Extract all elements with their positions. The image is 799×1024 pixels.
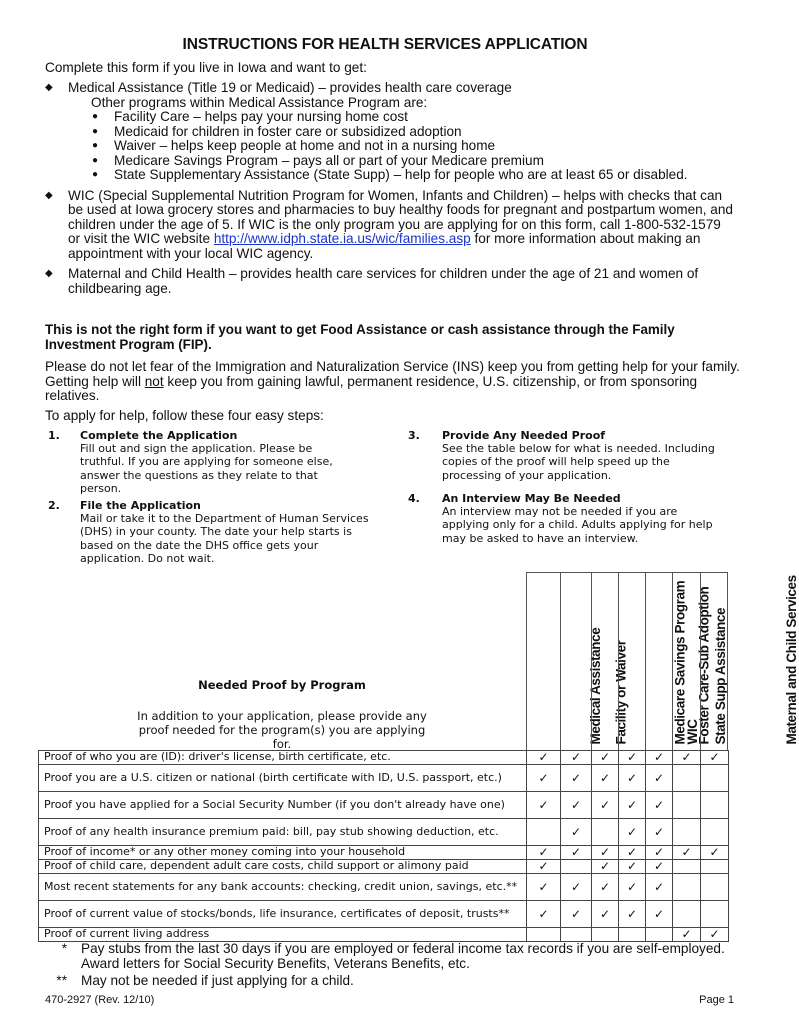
step-heading: Complete the Application xyxy=(80,429,238,442)
step-number: 3. xyxy=(408,429,420,442)
footnote-mark: * xyxy=(61,941,67,956)
check-cell-medicare-savings xyxy=(592,792,619,819)
column-header-label: Medicare Savings Program xyxy=(672,580,688,744)
checkmark-icon: ✓ xyxy=(681,845,692,860)
check-cell-state-supp xyxy=(646,901,673,928)
check-cell-medical-assistance xyxy=(527,819,561,846)
check-cell-wic xyxy=(673,819,701,846)
check-cell-wic xyxy=(673,792,701,819)
dot-bullet-icon: ● xyxy=(92,140,99,151)
column-header-medical-assistance xyxy=(526,572,603,750)
check-cell-medical-assistance xyxy=(527,901,561,928)
proof-description: Proof of child care, dependent adult care costs, child support or alimony paid xyxy=(39,860,527,874)
table-row xyxy=(39,860,729,874)
program-label: WIC (Special Supplemental Nutrition Program for Women, Infants and Children) – helps with checks that can be used at Iowa grocery stores and pharmacies to buy healthy foods for pregnant and postpartum women, and children under the age of 5. If WIC is the only program you are applying for on this form, call 1-800-532-1579 or visit the WIC website xyxy=(68,187,733,246)
check-cell-maternal-child xyxy=(701,819,729,846)
check-cell-facility-or-waiver xyxy=(561,874,592,901)
checkmark-icon: ✓ xyxy=(599,906,611,921)
checkmark-icon: ✓ xyxy=(681,927,692,942)
program-label: Medical Assistance (Title 19 or Medicaid) – provides health care coverage xyxy=(68,80,512,95)
check-cell-foster-care-sub-adoption xyxy=(619,860,646,874)
check-cell-medicare-savings xyxy=(592,819,619,846)
checkmark-icon: ✓ xyxy=(538,859,549,874)
check-cell-facility-or-waiver xyxy=(561,860,592,874)
not-right-form-warning: This is not the right form if you want to get Food Assistance or cash assistance through the Family Investment Program (FIP). xyxy=(45,322,675,352)
checkmark-icon: ✓ xyxy=(653,797,665,812)
check-cell-maternal-child xyxy=(701,901,729,928)
checkmark-icon: ✓ xyxy=(570,824,582,839)
program-wic xyxy=(45,189,735,262)
table-row xyxy=(39,792,729,819)
check-cell-foster-care-sub-adoption xyxy=(619,792,646,819)
sub-programs-intro: Other programs within Medical Assistance Program are: xyxy=(91,94,428,110)
sub-program-list xyxy=(68,110,735,183)
check-cell-medical-assistance xyxy=(527,751,561,765)
table-subtitle: In addition to your application, please provide any proof needed for the program(s) you are applying for. xyxy=(137,709,427,751)
checkmark-icon: ✓ xyxy=(599,750,611,765)
step-number: 4. xyxy=(408,492,420,505)
check-cell-maternal-child xyxy=(701,765,729,792)
check-cell-medicare-savings xyxy=(592,901,619,928)
sub-program-item xyxy=(92,125,735,140)
checkmark-icon: ✓ xyxy=(653,906,665,921)
column-header-label: Maternal and Child Services xyxy=(784,574,799,744)
diamond-bullet-icon: ◆ xyxy=(45,268,53,279)
check-cell-medical-assistance xyxy=(527,846,561,860)
check-cell-maternal-child xyxy=(701,751,729,765)
sub-program-label: Medicare Savings Program – pays all or part of your Medicare premium xyxy=(114,152,544,168)
check-cell-wic xyxy=(673,901,701,928)
check-cell-medicare-savings xyxy=(592,874,619,901)
program-maternal-child-health xyxy=(45,267,735,296)
proof-description: Proof of current value of stocks/bonds, life insurance, certificates of deposit, trusts** xyxy=(39,901,527,928)
check-cell-wic xyxy=(673,860,701,874)
table-header-left xyxy=(38,572,526,750)
check-cell-medicare-savings xyxy=(592,765,619,792)
dot-bullet-icon: ● xyxy=(92,154,99,166)
step-body: Mail or take it to the Department of Human Services (DHS) in your county. The date your help starts is based on the date the DHS office gets your application. Do not wait. xyxy=(80,512,369,565)
check-cell-wic xyxy=(673,751,701,765)
check-cell-state-supp xyxy=(646,751,673,765)
program-medical-assistance xyxy=(45,81,735,183)
checkmark-icon: ✓ xyxy=(626,770,638,785)
checkmark-icon: ✓ xyxy=(599,859,611,874)
sub-program-item xyxy=(92,110,735,125)
wic-website-link[interactable]: http://www.idph.state.ia.us/wic/families.asp xyxy=(213,231,471,246)
checkmark-icon: ✓ xyxy=(570,845,582,860)
checkmark-icon: ✓ xyxy=(626,859,638,874)
step-body: See the table below for what is needed. Including copies of the proof will help speed up the processing of your application. xyxy=(442,442,715,482)
checkmark-icon: ✓ xyxy=(626,824,638,839)
check-cell-wic xyxy=(673,846,701,860)
checkmark-icon: ✓ xyxy=(653,845,665,860)
footnote-text: Pay stubs from the last 30 days if you are employed or federal income tax records if you are self-employed. Award letters for Social Security Benefits, Veterans Benefits, etc. xyxy=(81,941,725,971)
checkmark-icon: ✓ xyxy=(599,770,611,785)
diamond-bullet-icon: ◆ xyxy=(45,189,53,201)
checkmark-icon: ✓ xyxy=(538,879,549,894)
check-cell-state-supp xyxy=(646,765,673,792)
proof-description: Proof of current living address xyxy=(39,928,527,942)
check-cell-wic xyxy=(673,874,701,901)
checkmark-icon: ✓ xyxy=(626,845,638,860)
check-cell-maternal-child xyxy=(701,792,729,819)
check-cell-foster-care-sub-adoption xyxy=(619,846,646,860)
proof-description: Proof you have applied for a Social Security Number (if you don't already have one) xyxy=(39,792,527,819)
table-row xyxy=(39,751,729,765)
column-header-label: Medical Assistance xyxy=(587,627,603,744)
checkmark-icon: ✓ xyxy=(570,879,582,894)
checkmark-icon: ✓ xyxy=(626,906,638,921)
table-row xyxy=(39,928,729,942)
check-cell-medical-assistance xyxy=(527,928,561,942)
checkmark-icon: ✓ xyxy=(599,879,611,894)
step-body: Fill out and sign the application. Please be truthful. If you are applying for someone else, answer the questions as they relate to that person. xyxy=(80,442,333,495)
program-label: Maternal and Child Health – provides health care services for children under the age of 21 and women of childbearing age. xyxy=(68,266,699,296)
checkmark-icon: ✓ xyxy=(538,770,549,785)
proof-description: Proof of who you are (ID): driver's license, birth certificate, etc. xyxy=(39,751,527,765)
table-row xyxy=(39,765,729,792)
check-cell-state-supp xyxy=(646,860,673,874)
check-cell-foster-care-sub-adoption xyxy=(619,819,646,846)
check-cell-maternal-child xyxy=(701,846,729,860)
checkmark-icon: ✓ xyxy=(570,906,582,921)
proof-description: Proof of income* or any other money coming into your household xyxy=(39,846,527,860)
dot-bullet-icon: ● xyxy=(92,125,99,137)
check-cell-facility-or-waiver xyxy=(561,751,592,765)
table-row xyxy=(39,901,729,928)
column-header-maternal-child xyxy=(700,572,799,750)
sub-program-label: Waiver – helps keep people at home and not in a nursing home xyxy=(114,138,496,153)
check-cell-medical-assistance xyxy=(527,765,561,792)
check-cell-maternal-child xyxy=(701,928,729,942)
program-list xyxy=(45,81,735,300)
checkmark-icon: ✓ xyxy=(653,859,665,874)
checkmark-icon: ✓ xyxy=(599,845,611,860)
check-cell-facility-or-waiver xyxy=(561,792,592,819)
check-cell-maternal-child xyxy=(701,860,729,874)
step-number: 1. xyxy=(48,429,60,442)
check-cell-state-supp xyxy=(646,819,673,846)
check-cell-facility-or-waiver xyxy=(561,901,592,928)
check-cell-medical-assistance xyxy=(527,874,561,901)
step-heading: File the Application xyxy=(80,499,201,512)
sub-program-label: State Supplementary Assistance (State Supp) – help for people who are at least 65 or disabled. xyxy=(114,167,688,182)
check-cell-wic xyxy=(673,765,701,792)
proof-table-body xyxy=(38,750,729,942)
checkmark-icon: ✓ xyxy=(538,906,549,921)
check-cell-facility-or-waiver xyxy=(561,846,592,860)
proof-description: Proof you are a U.S. citizen or national (birth certificate with ID, U.S. passport, etc.) xyxy=(39,765,527,792)
column-header-wic xyxy=(672,572,700,750)
dot-bullet-icon: ● xyxy=(92,169,99,180)
check-cell-state-supp xyxy=(646,792,673,819)
sub-program-label: Facility Care – helps pay your nursing home cost xyxy=(114,109,408,124)
check-cell-maternal-child xyxy=(701,874,729,901)
checkmark-icon: ✓ xyxy=(626,750,638,765)
page-number: Page 1 xyxy=(699,994,734,1006)
table-row xyxy=(39,819,729,846)
table-row xyxy=(39,874,729,901)
check-cell-state-supp xyxy=(646,846,673,860)
ins-paragraph xyxy=(45,360,745,404)
ins-text: Please do not let fear of the Immigration and Naturalization Service (INS) keep you from getting help for your family. Getting help will xyxy=(45,359,740,389)
page-title: INSTRUCTIONS FOR HEALTH SERVICES APPLICATION xyxy=(182,36,588,53)
proof-description: Most recent statements for any bank accounts: checking, credit union, savings, etc.** xyxy=(39,874,527,901)
check-cell-medical-assistance xyxy=(527,792,561,819)
footnote-mark: ** xyxy=(56,973,67,988)
table-row xyxy=(39,846,729,860)
step-body: An interview may not be needed if you are applying only for a child. Adults applying for help may be asked to have an interview. xyxy=(442,505,713,545)
column-header-label: WIC xyxy=(684,718,700,744)
step-heading: Provide Any Needed Proof xyxy=(442,429,606,442)
check-cell-facility-or-waiver xyxy=(561,928,592,942)
checkmark-icon: ✓ xyxy=(570,797,582,812)
check-cell-medicare-savings xyxy=(592,751,619,765)
check-cell-state-supp xyxy=(646,928,673,942)
ins-underlined-text: not xyxy=(144,373,164,389)
checkmark-icon: ✓ xyxy=(653,879,665,894)
form-number: 470-2927 (Rev. 12/10) xyxy=(45,994,155,1006)
checkmark-icon: ✓ xyxy=(626,797,638,812)
column-header-label: State Supp Assistance xyxy=(712,607,728,744)
check-cell-medical-assistance xyxy=(527,860,561,874)
check-cell-wic xyxy=(673,928,701,942)
check-cell-facility-or-waiver xyxy=(561,765,592,792)
proof-description: Proof of any health insurance premium paid: bill, pay stub showing deduction, etc. xyxy=(39,819,527,846)
check-cell-foster-care-sub-adoption xyxy=(619,751,646,765)
checkmark-icon: ✓ xyxy=(709,750,720,765)
column-header-label: Foster Care-Sub Adoption xyxy=(696,586,712,744)
check-cell-foster-care-sub-adoption xyxy=(619,765,646,792)
checkmark-icon: ✓ xyxy=(653,824,665,839)
step-heading: An Interview May Be Needed xyxy=(442,492,621,505)
sub-program-item xyxy=(92,139,735,154)
table-title: Needed Proof by Program xyxy=(198,678,366,692)
checkmark-icon: ✓ xyxy=(570,750,582,765)
checkmark-icon: ✓ xyxy=(709,927,720,942)
check-cell-facility-or-waiver xyxy=(561,819,592,846)
step-number: 2. xyxy=(48,499,60,512)
sub-program-label: Medicaid for children in foster care or subsidized adoption xyxy=(114,123,462,139)
check-cell-medicare-savings xyxy=(592,928,619,942)
checkmark-icon: ✓ xyxy=(653,750,665,765)
checkmark-icon: ✓ xyxy=(538,750,549,765)
checkmark-icon: ✓ xyxy=(538,797,549,812)
dot-bullet-icon: ● xyxy=(92,111,99,122)
checkmark-icon: ✓ xyxy=(538,845,549,860)
checkmark-icon: ✓ xyxy=(681,750,692,765)
column-header-label: Facility or Waiver xyxy=(613,639,629,744)
check-cell-foster-care-sub-adoption xyxy=(619,928,646,942)
sub-program-item xyxy=(92,154,735,169)
checkmark-icon: ✓ xyxy=(599,797,611,812)
program-label-continued: for more information about making an appointment with your local WIC agency. xyxy=(68,231,701,261)
ins-text: keep you from gaining lawful, permanent residence, U.S. citizenship, or from sponsoring relatives. xyxy=(45,373,698,403)
check-cell-medicare-savings xyxy=(592,860,619,874)
steps-intro: To apply for help, follow these four easy steps: xyxy=(45,408,324,423)
diamond-bullet-icon: ◆ xyxy=(45,82,53,93)
checkmark-icon: ✓ xyxy=(626,879,638,894)
checkmark-icon: ✓ xyxy=(570,770,582,785)
check-cell-foster-care-sub-adoption xyxy=(619,874,646,901)
checkmark-icon: ✓ xyxy=(709,845,720,860)
footnote-text: May not be needed if just applying for a child. xyxy=(81,973,354,988)
checkmark-icon: ✓ xyxy=(653,770,665,785)
intro-text: Complete this form if you live in Iowa and want to get: xyxy=(45,60,367,75)
check-cell-medicare-savings xyxy=(592,846,619,860)
check-cell-foster-care-sub-adoption xyxy=(619,901,646,928)
check-cell-state-supp xyxy=(646,874,673,901)
sub-program-item xyxy=(92,168,735,183)
